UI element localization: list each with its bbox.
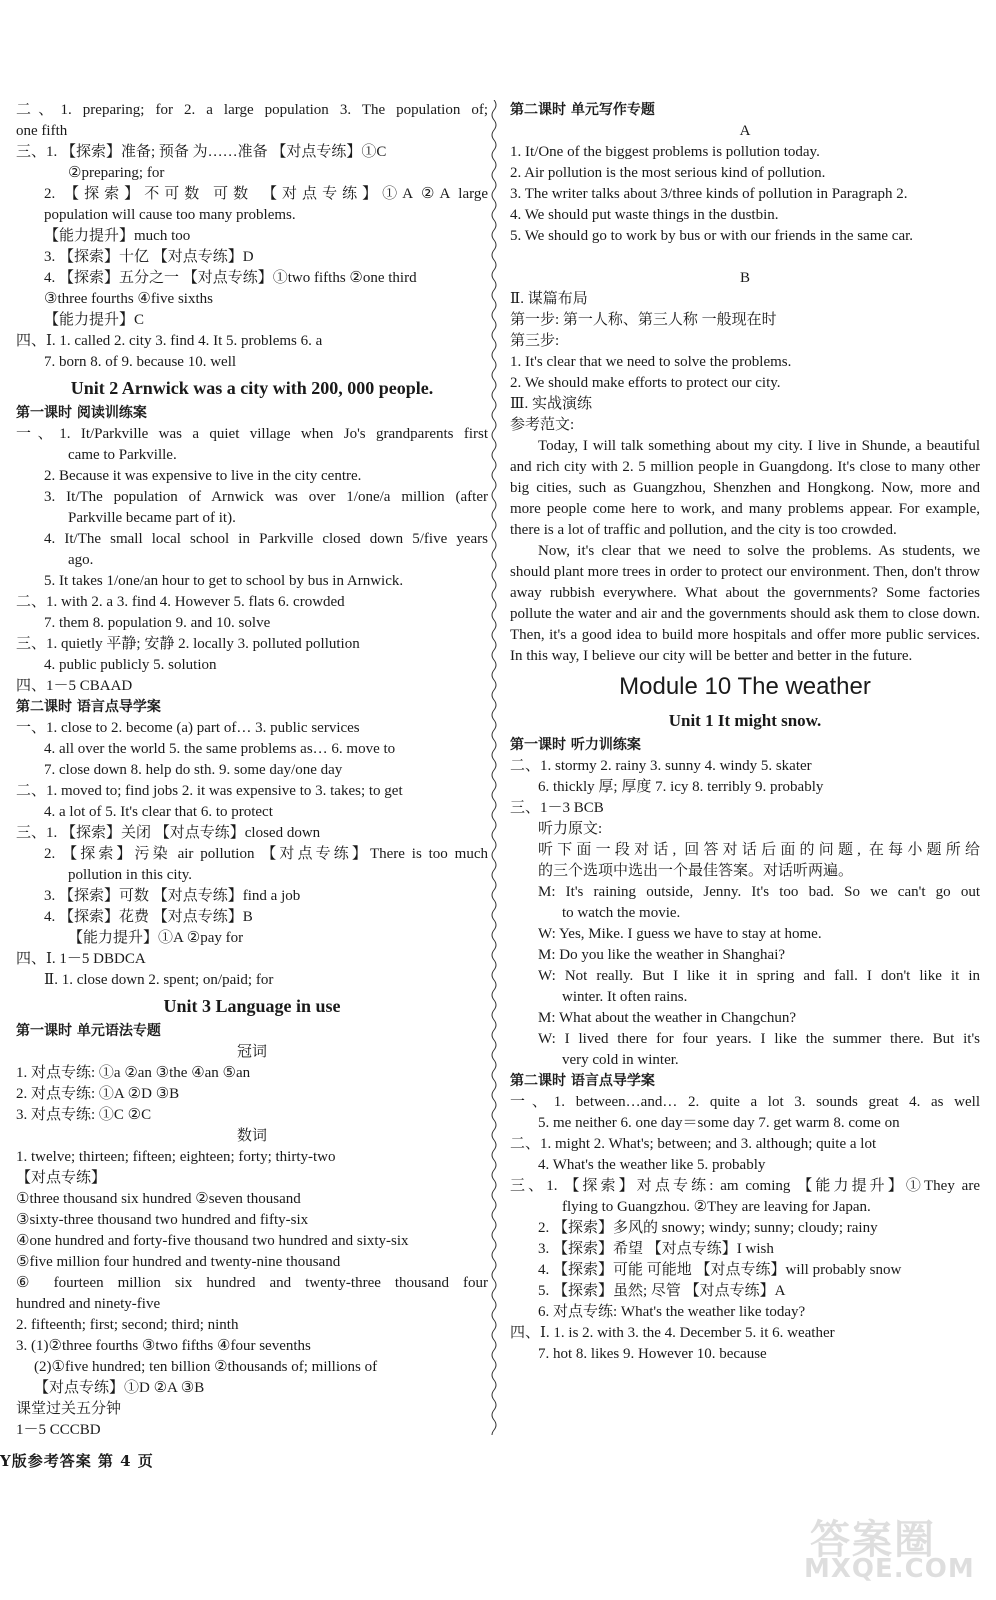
answer-line: 4. 【探索】可能 可能地 【对点专练】will probably snow [538, 1262, 902, 1278]
answer-line: 3. It/The population of Arnwick was over 1/one/a million (after [44, 489, 488, 505]
right-column [510, 100, 980, 1365]
answer-line: 7. them 8. population 9. and 10. solve [44, 615, 271, 631]
answer-line: 第一课时 听力训练案 [510, 737, 641, 753]
answer-line: Ⅱ. 1. close down 2. spent; on/paid; for [44, 972, 274, 988]
answer-line: 2. Because it was expensive to live in the city centre. [44, 468, 362, 484]
answer-line: 3. 【探索】希望 【对点专练】I wish [538, 1241, 774, 1257]
answer-line: population will cause too many problems. [44, 207, 296, 223]
answer-line: pollution in this city. [68, 867, 193, 883]
answer-line: 第二课时 单元写作专题 [510, 102, 655, 118]
answer-line: 3. 【探索】可数 【对点专练】find a job [44, 888, 301, 904]
answer-line: W: Not really. But I like it in spring and fall. I don't like it in [538, 968, 980, 984]
answer-line: 参考范文: [510, 417, 575, 433]
answer-line: 2. 【探索】污染 air pollution 【对点专练】There is too much [44, 846, 488, 862]
answer-line: 4. 【探索】五分之一 【对点专练】①two fifths ②one third [44, 270, 417, 286]
column-divider [490, 100, 498, 1435]
watermark-mark: 答案圈 [810, 1517, 936, 1563]
answer-line: very cold in winter. [562, 1052, 679, 1068]
answer-line: 5. It takes 1/one/an hour to get to school by bus in Arnwick. [44, 573, 404, 589]
answer-line: 【对点专练】①D ②A ③B [34, 1380, 205, 1396]
answer-line: 听下面一段对话, 回答对话后面的问题, 在每小题所给 [538, 842, 980, 858]
module-title: Module 10 The weather [619, 673, 871, 700]
answer-line: 三、1. 【探索】关闭 【对点专练】closed down [16, 825, 321, 841]
answer-line: 二、1. moved to; find jobs 2. it was expensive to 3. takes; to get [16, 783, 403, 799]
answer-line: 二、1. might 2. What's; between; and 3. although; quite a lot [510, 1136, 877, 1152]
answer-line: M: What about the weather in Changchun? [538, 1010, 796, 1026]
answer-line: flying to Guangzhou. ②They are leaving for Japan. [562, 1199, 871, 1215]
answer-line: 第一课时 单元语法专题 [16, 1023, 161, 1039]
answer-line: 3. 【探索】十亿 【对点专练】D [44, 249, 254, 265]
answer-line: 四、Ⅰ. 1. is 2. with 3. the 4. December 5. it 6. weather [510, 1325, 835, 1341]
answer-line: ⑥ fourteen million six hundred and twenty-three thousand four [16, 1275, 488, 1291]
answer-line: 1. It/One of the biggest problems is pollution today. [510, 144, 820, 160]
answer-line: 第二课时 语言点导学案 [16, 699, 161, 715]
answer-line: 5. me neither 6. one day＝some day 7. get warm 8. come on [538, 1115, 900, 1131]
answer-line: one fifth [16, 123, 68, 139]
answer-line: 三、1. quietly 平静; 安静 2. locally 3. polluted pollution [16, 636, 360, 652]
answer-line: 1. 对点专练: ①a ②an ③the ④an ⑤an [16, 1065, 251, 1081]
answer-line: Ⅲ. 实战演练 [510, 396, 592, 412]
right-bottom-block [510, 735, 980, 1365]
answer-line: W: Yes, Mike. I guess we have to stay at home. [538, 926, 822, 942]
answer-line: 四、1－5 CBAAD [16, 678, 133, 694]
answer-line: 三、1. 【探索】准备; 预备 为……准备 【对点专练】①C [16, 144, 387, 160]
answer-line: 2. fifteenth; first; second; third; ninth [16, 1317, 239, 1333]
answer-line: 一、1. between…and… 2. quite a lot 3. sounds great 4. as well [510, 1094, 980, 1110]
answer-line: 第二课时 语言点导学案 [510, 1073, 655, 1089]
answer-line: B [739, 270, 750, 286]
answer-line: ③sixty-three thousand two hundred and fifty-six [16, 1212, 309, 1228]
answer-line: 【能力提升】C [44, 312, 145, 328]
essay-paragraph: Today, I will talk something about my city. I live in Shunde, a beautiful and rich city with 2. 5 million people in Guangdong. It's close to many other big cities, such as Guangzhou, Shenzhen and Hongkong. Now, more and more people come here to work, and many problems appear. For example, there is a lot of traffic and pollution, and the city is too crowded. [510, 438, 980, 538]
answer-line: 第三步: [510, 333, 560, 349]
answer-line: M: It's raining outside, Jenny. It's too bad. So we can't go out [538, 884, 980, 900]
unit-title: Unit 1 It might snow. [668, 711, 822, 730]
answer-line: 【对点专练】 [16, 1170, 107, 1186]
answer-line: 4. 【探索】花费 【对点专练】B [44, 909, 253, 925]
answer-line: 听力原文: [538, 821, 603, 837]
answer-line: 4. We should put waste things in the dustbin. [510, 207, 779, 223]
answer-line [510, 247, 980, 268]
answer-line: M: Do you like the weather in Shanghai? [538, 947, 786, 963]
answer-line: 6. 对点专练: What's the weather like today? [538, 1304, 806, 1320]
answer-line: ②preparing; for [68, 165, 165, 181]
sample-essay [510, 436, 980, 667]
answer-line: 第一步: 第一人称、第三人称 一般现在时 [510, 312, 777, 328]
answer-line: 3. The writer talks about 3/three kinds of pollution in Paragraph 2. [510, 186, 908, 202]
answer-line: 7. hot 8. likes 9. However 10. because [538, 1346, 767, 1362]
answer-line: W: I lived there for four years. I like the summer there. But it's [538, 1031, 980, 1047]
answer-line: 三、1. 【探索】对点专练: am coming 【能力提升】①They are [510, 1178, 980, 1194]
answer-line: 数词 [236, 1128, 267, 1144]
answer-line: Unit 3 Language in use [163, 996, 341, 1016]
answer-line: 4. It/The small local school in Parkville closed down 5/five years [44, 531, 488, 547]
answer-line: 二、1. preparing; for 2. a large population 3. The population of; [16, 102, 488, 118]
answer-line: 4. all over the world 5. the same problems as… 6. move to [44, 741, 396, 757]
answer-line: 3. 对点专练: ①C ②C [16, 1107, 152, 1123]
answer-line: 3. (1)②three fourths ③two fifths ④four sevenths [16, 1338, 311, 1354]
answer-line: 1. twelve; thirteen; fifteen; eighteen; forty; thirty-two [16, 1149, 336, 1165]
left-column [16, 100, 488, 1441]
answer-line: to watch the movie. [562, 905, 681, 921]
answer-line: 二、1. with 2. a 3. find 4. However 5. flats 6. crowded [16, 594, 345, 610]
answer-line: 1－5 CCCBD [16, 1422, 101, 1438]
essay-paragraph: Now, it's clear that we need to solve the problems. As students, we should plant more trees in order to protect our environment. Then, don't throw away rubbish everywhere. What about the governments? Some factories pollute the water and air and the governments should ask them to close down. Then, it's a good idea to build more hospitals and offer more public services. In this way, I believe our city will be better and better in the future. [510, 543, 980, 664]
answer-line: 一、1. close to 2. become (a) part of… 3. public services [16, 720, 360, 736]
answer-line: 2. 对点专练: ①A ②D ③B [16, 1086, 180, 1102]
answer-line: 四、Ⅰ. 1. called 2. city 3. find 4. It 5. problems 6. a [16, 333, 323, 349]
answer-line: 5. We should go to work by bus or with our friends in the same car. [510, 228, 914, 244]
answer-line: 第一课时 阅读训练案 [16, 405, 147, 421]
answer-line: 4. public publicly 5. solution [44, 657, 217, 673]
answer-line: 4. What's the weather like 5. probably [538, 1157, 766, 1173]
answer-line: 的三个选项中选出一个最佳答案。对话听两遍。 [538, 863, 854, 879]
right-top-block [510, 100, 980, 436]
answer-line: 一、1. It/Parkville was a quiet village when Jo's grandparents first [16, 426, 488, 442]
answer-line: 7. close down 8. help do sth. 9. some day/one day [44, 762, 343, 778]
answer-line: ago. [68, 552, 94, 568]
answer-line: A [739, 123, 751, 139]
answer-line: 2. We should make efforts to protect our city. [510, 375, 781, 391]
answer-line: came to Parkville. [68, 447, 177, 463]
answer-line: 2. 【探索】不可数 可数 【对点专练】①A ②A large [44, 186, 488, 202]
answer-line: 2. 【探索】多风的 snowy; windy; sunny; cloudy; rainy [538, 1220, 878, 1236]
answer-line: 6. thickly 厚; 厚度 7. icy 8. terribly 9. probably [538, 779, 824, 795]
answer-line: Parkville became part of it). [68, 510, 236, 526]
answer-line: 5. 【探索】虽然; 尽管 【对点专练】A [538, 1283, 786, 1299]
answer-line: 【能力提升】much too [44, 228, 191, 244]
answer-line: 二、1. stormy 2. rainy 3. sunny 4. windy 5. skater [510, 758, 812, 774]
answer-line: 1. It's clear that we need to solve the problems. [510, 354, 792, 370]
answer-line: ⑤five million four hundred and twenty-nine thousand [16, 1254, 341, 1270]
answer-line: winter. It often rains. [562, 989, 688, 1005]
answer-line: 冠词 [236, 1044, 267, 1060]
answer-line: 7. born 8. of 9. because 10. well [44, 354, 237, 370]
answer-line: hundred and ninety-five [16, 1296, 161, 1312]
answer-line: 课堂过关五分钟 [16, 1401, 122, 1417]
answer-line: 四、Ⅰ. 1－5 DBDCA [16, 951, 146, 967]
answer-line: 4. a lot of 5. It's clear that 6. to protect [44, 804, 273, 820]
answer-line: Unit 2 Arnwick was a city with 200, 000 people. [70, 378, 434, 398]
answer-line: Ⅱ. 谋篇布局 [510, 291, 588, 307]
answer-line: 【能力提升】①A ②pay for [68, 930, 244, 946]
answer-line: 三、1－3 BCB [510, 800, 604, 816]
answer-line: ④one hundred and forty-five thousand two hundred and sixty-six [16, 1233, 409, 1249]
watermark-logo [800, 1508, 980, 1588]
answer-line: ③three fourths ④five sixths [44, 291, 213, 307]
answer-line: (2)①five hundred; ten billion ②thousands of; millions of [34, 1359, 378, 1375]
answer-line: ①three thousand six hundred ②seven thousand [16, 1191, 301, 1207]
answer-line: 2. Air pollution is the most serious kind of pollution. [510, 165, 826, 181]
page-footer: Y版参考答案 第 4 页 [0, 1452, 154, 1470]
watermark-url: MXQE.COM [804, 1554, 975, 1584]
